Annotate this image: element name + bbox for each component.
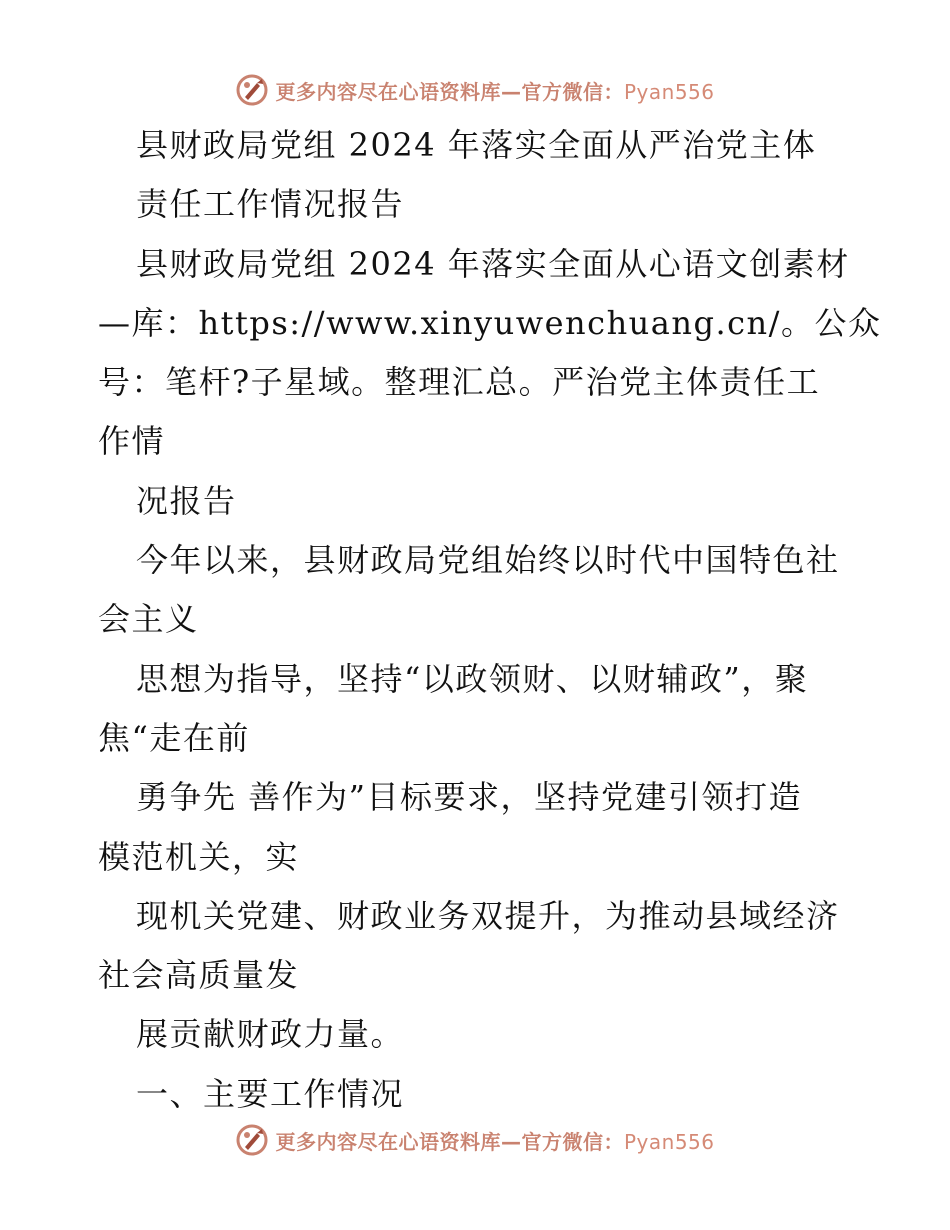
- paragraph-line: 县财政局党组 2024 年落实全面从心语文创素材: [136, 244, 850, 283]
- paragraph-line: 焦“走在前: [98, 718, 250, 757]
- paragraph-line: 作情: [98, 422, 166, 461]
- paragraph-line: 现机关党建、财政业务双提升，为推动县域经济: [136, 896, 840, 935]
- paragraph-line: 勇争先 善作为”目标要求，坚持党建引领打造: [136, 778, 803, 817]
- paragraph-line: 况报告: [136, 481, 237, 520]
- paragraph-line: 社会高质量发: [98, 956, 300, 995]
- banner-text: 更多内容尽在心语资料库—官方微信：Pyan556: [275, 1129, 715, 1154]
- paragraph-line: 思想为指导，坚持“以政领财、以财辅政”，聚: [136, 659, 809, 698]
- paragraph-line: 模范机关，实: [98, 837, 300, 876]
- paragraph-line: 展贡献财政力量。: [136, 1015, 405, 1054]
- document-body: [98, 116, 882, 1124]
- paragraph-line: 号：笔杆?子星域。整理汇总。严治党主体责任工: [98, 363, 821, 402]
- title-line-1: 县财政局党组 2024 年落实全面从严治党主体: [136, 126, 817, 164]
- banner-text: 更多内容尽在心语资料库—官方微信：Pyan556: [275, 79, 715, 104]
- paragraph-line: —库：https://www.xinyuwenchuang.cn/。公众: [98, 303, 882, 342]
- section-heading: 一、主要工作情况: [136, 1074, 405, 1113]
- paragraph-line: 会主义: [98, 600, 199, 639]
- title-line-2: 责任工作情况报告: [136, 185, 405, 224]
- header-watermark-banner: [0, 68, 950, 112]
- logo-icon: [235, 73, 269, 107]
- logo-icon: [235, 1123, 269, 1157]
- paragraph-line: 今年以来，县财政局党组始终以时代中国特色社: [136, 541, 840, 580]
- footer-watermark-banner: [0, 1118, 950, 1162]
- wechat-id: Pyan556: [623, 79, 715, 104]
- wechat-id: Pyan556: [623, 1129, 715, 1154]
